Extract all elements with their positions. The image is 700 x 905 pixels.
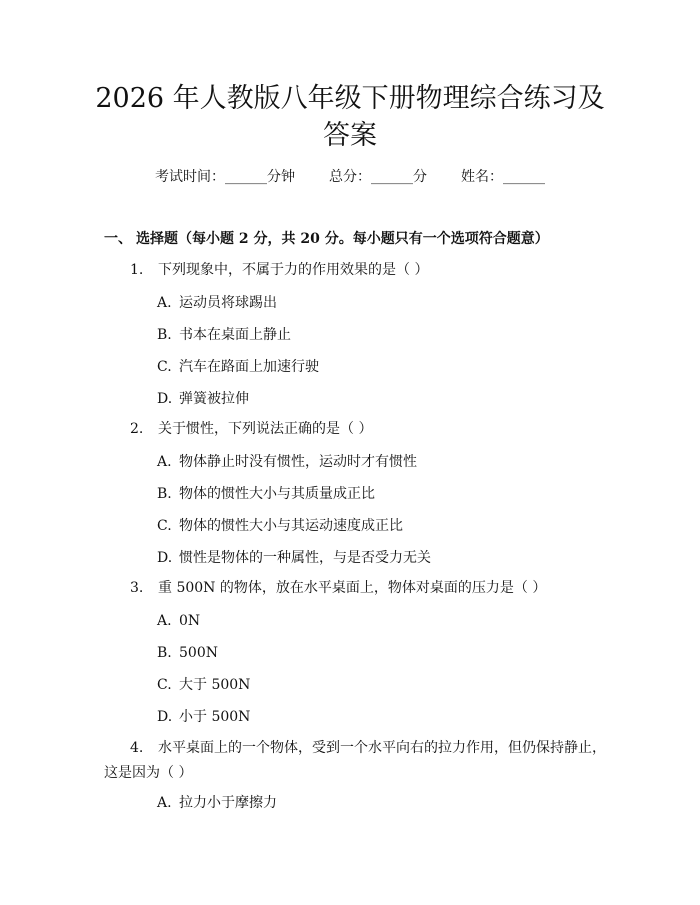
option-text: 弹簧被拉伸 [179, 391, 249, 407]
answer-option [157, 390, 587, 408]
answer-option [157, 294, 587, 312]
option-text: 物体的惯性大小与其质量成正比 [179, 486, 375, 502]
option-letter: C. [157, 518, 172, 534]
page-title: 2026 年人教版八年级下册物理综合练习及答案 [95, 83, 605, 151]
section-heading [104, 230, 624, 248]
option-text: 书本在桌面上静止 [179, 327, 291, 343]
option-letter: D. [157, 709, 173, 725]
option-text: 500N [179, 645, 218, 661]
option-letter: B. [157, 486, 172, 502]
question-text: 水平桌面上的一个物体，受到一个水平向右的拉力作用，但仍保持静止，这是因为（ ） [104, 740, 606, 781]
question-number: 4. [130, 740, 144, 756]
option-letter: D. [157, 391, 173, 407]
total-score-field: 总分：______分 [329, 169, 427, 185]
option-letter: C. [157, 359, 172, 375]
option-text: 物体静止时没有惯性，运动时才有惯性 [179, 454, 417, 470]
option-text: 运动员将球踢出 [179, 295, 277, 311]
option-text: 汽车在路面上加速行驶 [179, 359, 319, 375]
question-text: 关于惯性，下列说法正确的是（ ） [158, 421, 373, 437]
answer-option [157, 676, 587, 694]
question-item [104, 736, 614, 786]
answer-option [157, 794, 587, 812]
question-number: 1. [130, 262, 144, 278]
answer-option [157, 612, 587, 630]
option-text: 物体的惯性大小与其运动速度成正比 [179, 518, 403, 534]
answer-option [157, 644, 587, 662]
answer-option [157, 358, 587, 376]
section-title: 选择题（每小题 2 分，共 20 分。每小题只有一个选项符合题意） [136, 231, 549, 247]
option-letter: A. [157, 295, 172, 311]
answer-option [157, 708, 587, 726]
exam-info-line [0, 168, 700, 186]
section-number: 一、 [104, 231, 132, 247]
option-text: 惯性是物体的一种属性，与是否受力无关 [179, 550, 431, 566]
answer-option [157, 485, 587, 503]
question-item [130, 576, 610, 600]
option-text: 大于 500N [179, 677, 251, 693]
student-name-field: 姓名：______ [461, 169, 545, 185]
option-text: 小于 500N [179, 709, 251, 725]
option-letter: B. [157, 645, 172, 661]
question-item [130, 417, 610, 441]
option-letter: C. [157, 677, 172, 693]
question-text: 下列现象中，不属于力的作用效果的是（ ） [158, 262, 429, 278]
question-item [130, 258, 610, 282]
answer-option [157, 326, 587, 344]
answer-option [157, 549, 587, 567]
question-number: 2. [130, 421, 144, 437]
option-letter: A. [157, 613, 172, 629]
answer-option [157, 517, 587, 535]
option-letter: B. [157, 327, 172, 343]
exam-time-field: 考试时间：______分钟 [155, 169, 295, 185]
option-letter: A. [157, 454, 172, 470]
option-letter: D. [157, 550, 173, 566]
option-text: 拉力小于摩擦力 [179, 795, 277, 811]
option-letter: A. [157, 795, 172, 811]
question-number: 3. [130, 580, 144, 596]
question-text: 重 500N 的物体，放在水平桌面上，物体对桌面的压力是（ ） [158, 580, 547, 596]
option-text: 0N [179, 613, 201, 629]
answer-option [157, 453, 587, 471]
